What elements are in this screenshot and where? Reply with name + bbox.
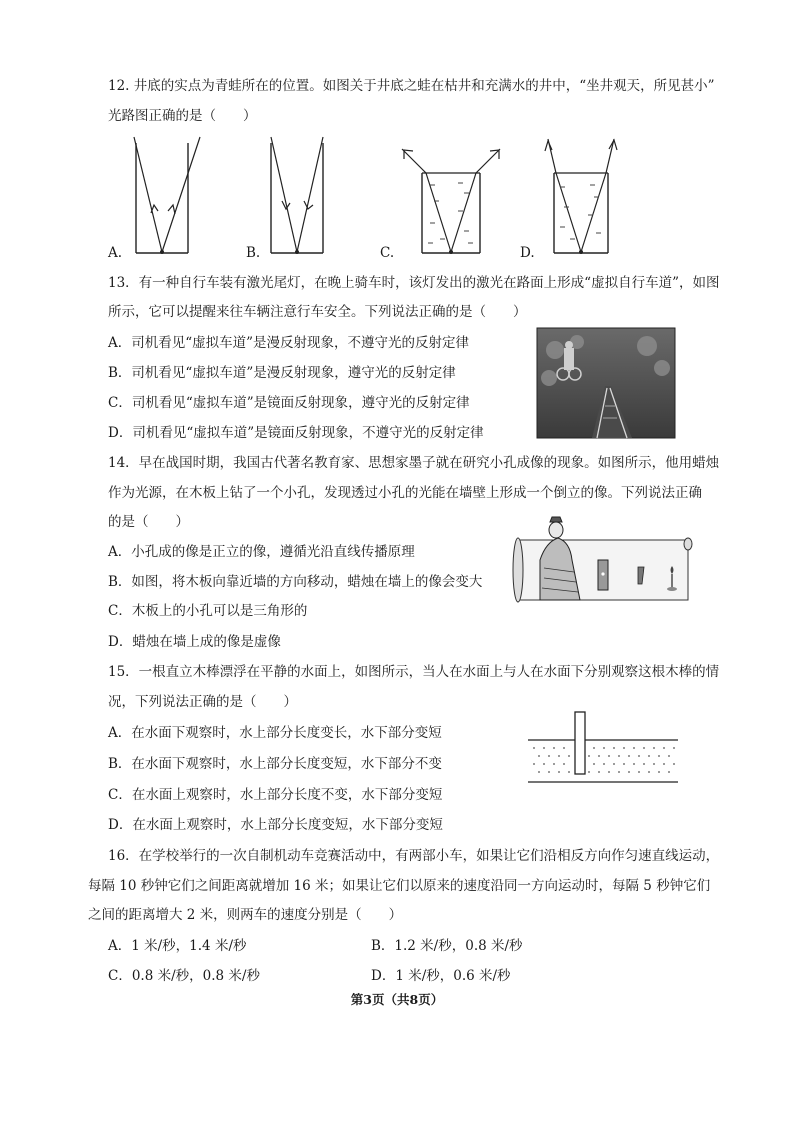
q12-option-b-label: B. (246, 245, 261, 261)
q13-option-d: D．司机看见“虚拟车道”是镜面反射现象，不遵守光的反射定律 (108, 425, 484, 441)
q15-option-a: A．在水面下观察时，水上部分长度变长，水下部分变短 (108, 725, 442, 741)
q12-option-a-label: A. (108, 245, 123, 261)
q15-option-c: C．在水面上观察时，水上部分长度不变，水下部分变短 (108, 787, 443, 803)
q13-stem-line2: 所示，它可以提醒来往车辆注意行车安全。下列说法正确的是（ ） (108, 304, 527, 320)
q16-stem-line1: 16．在学校举行的一次自制机动车竞赛活动中，有两部小车，如果让它们沿相反方向作匀速直线运动， (108, 848, 720, 864)
q12-diagram-b (265, 135, 345, 260)
q16-option-c: C．0.8 米/秒，0.8 米/秒 (108, 968, 260, 984)
q14-stem-line3: 的是（ ） (108, 514, 189, 530)
q12-diagram-c (400, 135, 510, 260)
q14-option-a: A．小孔成的像是正立的像，遵循光沿直线传播原理 (108, 544, 415, 560)
q14-illustration-mozi-pinhole (510, 512, 695, 607)
q15-option-d: D．在水面上观察时，水上部分长度变短，水下部分变短 (108, 817, 443, 833)
q14-option-d: D．蜡烛在墙上成的像是虚像 (108, 634, 281, 650)
q12-stem-line2: 光路图正确的是（ ） (108, 108, 257, 124)
q14-option-c: C．木板上的小孔可以是三角形的 (108, 603, 308, 619)
q14-option-b: B．如图，将木板向靠近墙的方向移动，蜡烛在墙上的像会变大 (108, 574, 483, 590)
q16-option-d: D．1 米/秒，0.6 米/秒 (371, 968, 511, 984)
q12-option-c-label: C. (380, 245, 395, 261)
q14-stem-line1: 14．早在战国时期，我国古代著名教育家、思想家墨子就在研究小孔成像的现象。如图所示，他用蜡烛 (108, 455, 720, 471)
q16-option-a: A．1 米/秒，1.4 米/秒 (108, 938, 247, 954)
q14-stem-line2: 作为光源，在木板上钻了一个小孔，发现透过小孔的光能在墙壁上形成一个倒立的像。下列说法正确 (108, 485, 702, 501)
q13-option-c: C．司机看见“虚拟车道”是镜面反射现象，遵守光的反射定律 (108, 395, 470, 411)
q13-option-b: B．司机看见“虚拟车道”是漫反射现象，遵守光的反射定律 (108, 365, 456, 381)
page-number-footer: 第3页（共8页） (350, 992, 444, 1007)
q13-stem-line1: 13．有一种自行车装有激光尾灯，在晚上骑车时，该灯发出的激光在路面上形成“虚拟自行车道”，如图 (108, 275, 720, 291)
q16-option-b: B．1.2 米/秒，0.8 米/秒 (371, 938, 523, 954)
q15-option-b: B．在水面下观察时，水上部分长度变短，水下部分不变 (108, 756, 442, 772)
q12-diagram-a (130, 135, 210, 260)
q16-stem-line2: 每隔 10 秒钟它们之间距离就增加 16 米；如果让它们以原来的速度沿同一方向运动时，每隔 5 秒钟它们 (88, 878, 711, 894)
q16-stem-line3: 之间的距离增大 2 米，则两车的速度分别是（ ） (88, 907, 403, 923)
q13-photo-laser-lane (537, 328, 675, 438)
q15-diagram-floating-stick (528, 712, 678, 784)
q12-option-d-label: D. (520, 245, 535, 261)
q15-stem-line2: 况，下列说法正确的是（ ） (108, 694, 297, 710)
q12-diagram-d (538, 135, 628, 260)
q13-option-a: A．司机看见“虚拟车道”是漫反射现象，不遵守光的反射定律 (108, 335, 470, 351)
q12-stem-line1: 12. 井底的实点为青蛙所在的位置。如图关于井底之蛙在枯井和充满水的井中，“坐井观天，所见甚小” (108, 78, 715, 94)
q15-stem-line1: 15．一根直立木棒漂浮在平静的水面上，如图所示，当人在水面上与人在水面下分别观察这根木棒的情 (108, 664, 720, 680)
